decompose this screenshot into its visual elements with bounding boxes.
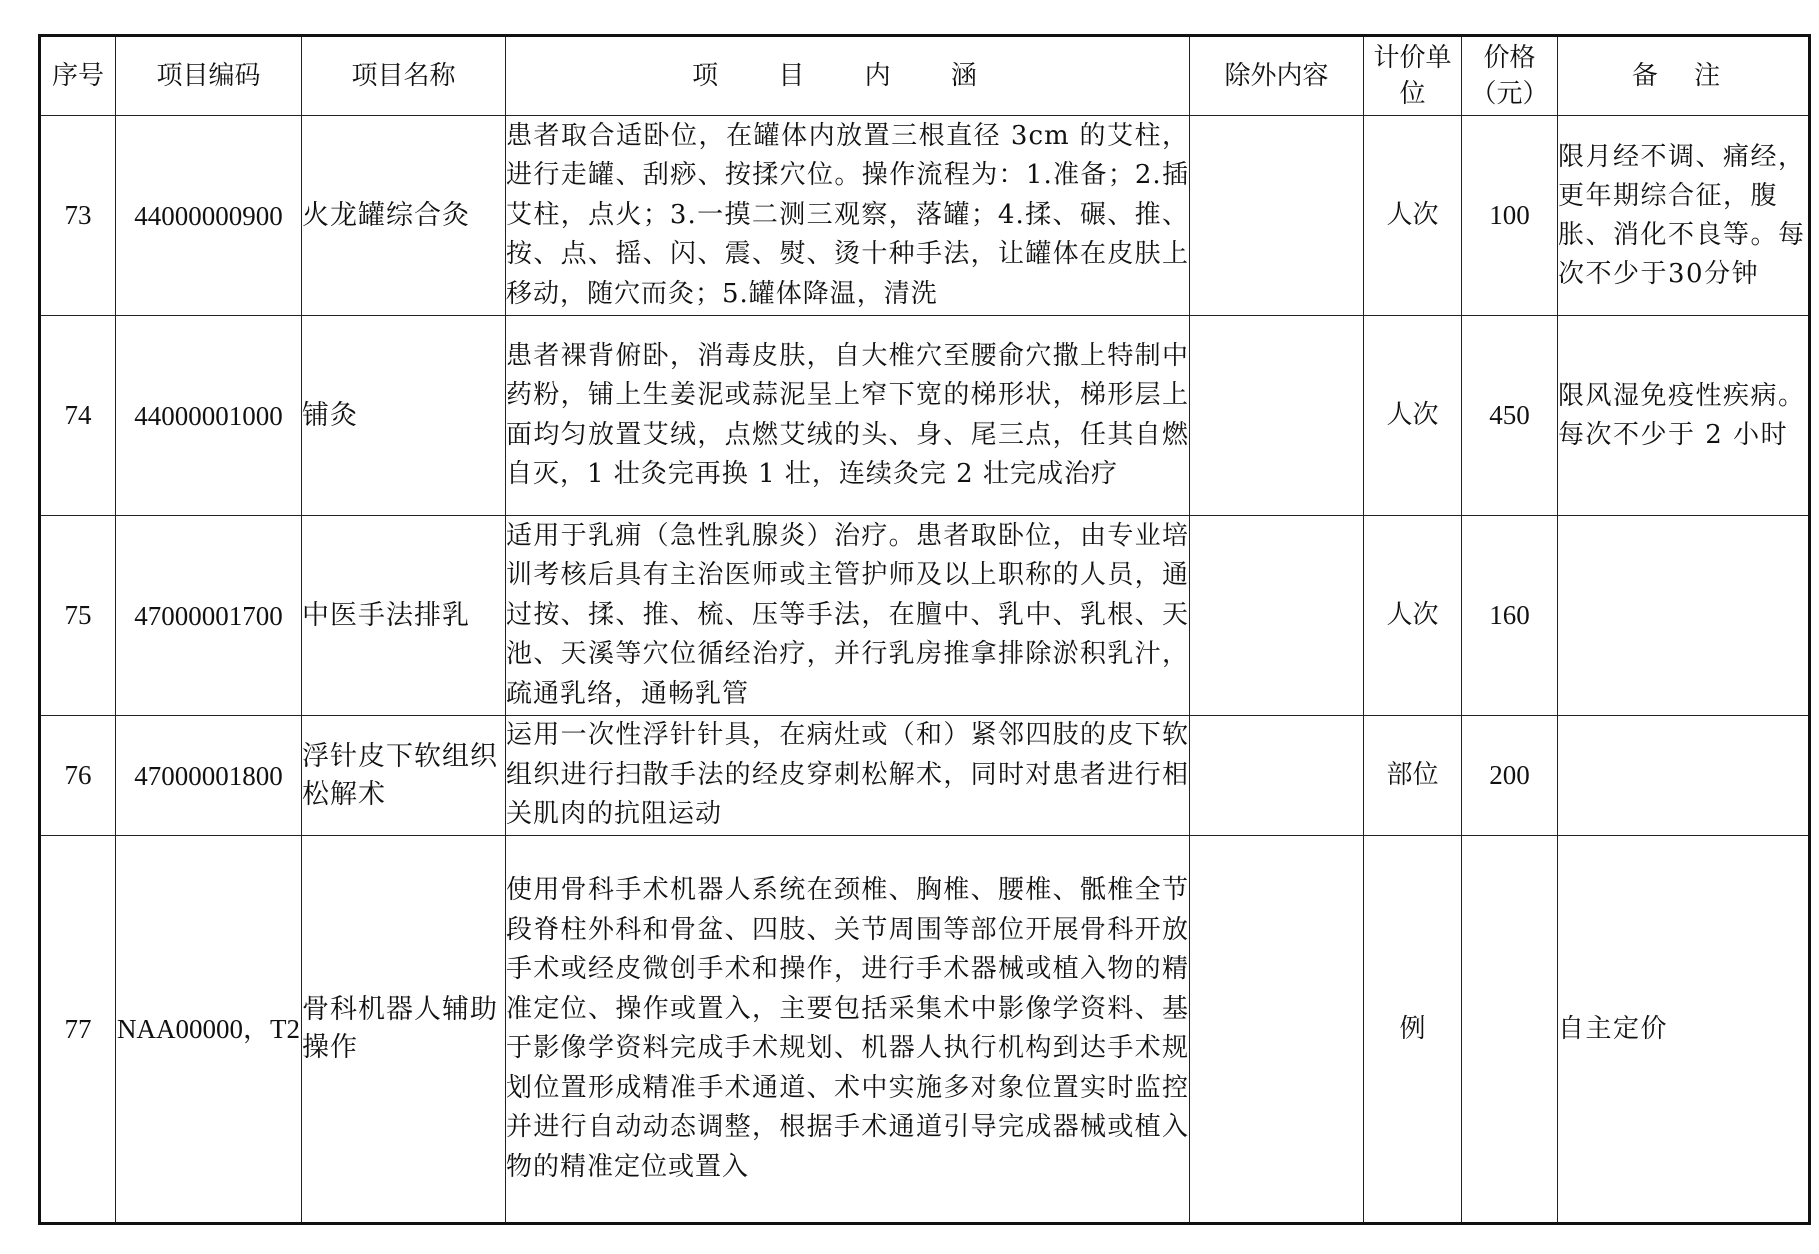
header-price: 价格（元） [1462,36,1558,116]
table-row [40,116,1810,316]
header-note: 备 注 [1558,36,1810,116]
header-exclusions: 除外内容 [1190,36,1364,116]
row-name: 火龙罐综合灸 [302,116,506,316]
row-name: 骨科机器人辅助操作 [302,836,506,1224]
row-content: 使用骨科手术机器人系统在颈椎、胸椎、腰椎、骶椎全节段脊柱外科和骨盆、四肢、关节周围等部位开展骨科开放手术或经皮微创手术和操作，进行手术器械或植入物的精准定位、操作或置入，主要包括采集术中影像学资料、基于影像学资料完成手术规划、机器人执行机构到达手术规划位置形成精准手术通道、术中实施多对象位置实时监控并进行自动动态调整，根据手术通道引导完成器械或植入物的精准定位或置入 [506,836,1190,1224]
row-content: 运用一次性浮针针具，在病灶或（和）紧邻四肢的皮下软组织进行扫散手法的经皮穿刺松解术，同时对患者进行相关肌肉的抗阻运动 [506,716,1190,836]
row-code: 47000001800 [116,716,302,836]
row-seq: 77 [40,836,116,1224]
table-row [40,716,1810,836]
price-table [38,34,1811,1225]
row-unit: 人次 [1364,316,1462,516]
header-code: 项目编码 [116,36,302,116]
row-code: 44000001000 [116,316,302,516]
row-seq: 76 [40,716,116,836]
row-price: 200 [1462,716,1558,836]
header-seq: 序号 [40,36,116,116]
row-note [1558,716,1810,836]
row-note: 限风湿免疫性疾病。每次不少于 2 小时 [1558,316,1810,516]
row-seq: 74 [40,316,116,516]
row-unit: 人次 [1364,516,1462,716]
row-exclusions [1190,716,1364,836]
row-code: 44000000900 [116,116,302,316]
table-row [40,516,1810,716]
row-content: 患者裸背俯卧，消毒皮肤，自大椎穴至腰俞穴撒上特制中药粉，铺上生姜泥或蒜泥呈上窄下宽的梯形状，梯形层上面均匀放置艾绒，点燃艾绒的头、身、尾三点，任其自燃自灭，1 壮灸完再换 1 壮，连续灸完 2 壮完成治疗 [506,316,1190,516]
row-price: 100 [1462,116,1558,316]
row-content: 适用于乳痈（急性乳腺炎）治疗。患者取卧位，由专业培训考核后具有主治医师或主管护师及以上职称的人员，通过按、揉、推、梳、压等手法，在膻中、乳中、乳根、天池、天溪等穴位循经治疗，并行乳房推拿排除淤积乳汁，疏通乳络，通畅乳管 [506,516,1190,716]
row-price [1462,836,1558,1224]
header-content: 项 目 内 涵 [506,36,1190,116]
row-name: 浮针皮下软组织松解术 [302,716,506,836]
header-row [40,36,1810,116]
row-seq: 75 [40,516,116,716]
row-note: 自主定价 [1558,836,1810,1224]
row-name: 铺灸 [302,316,506,516]
row-seq: 73 [40,116,116,316]
header-unit: 计价单位 [1364,36,1462,116]
row-exclusions [1190,516,1364,716]
row-unit: 人次 [1364,116,1462,316]
row-exclusions [1190,116,1364,316]
row-note: 限月经不调、痛经，更年期综合征，腹胀、消化不良等。每次不少于30分钟 [1558,116,1810,316]
table-row [40,316,1810,516]
row-name: 中医手法排乳 [302,516,506,716]
row-code: 47000001700 [116,516,302,716]
row-exclusions [1190,836,1364,1224]
row-price: 160 [1462,516,1558,716]
row-code: NAA00000，T2 [116,836,302,1224]
row-unit: 例 [1364,836,1462,1224]
row-price: 450 [1462,316,1558,516]
row-exclusions [1190,316,1364,516]
row-unit: 部位 [1364,716,1462,836]
table-row [40,836,1810,1224]
header-name: 项目名称 [302,36,506,116]
row-content: 患者取合适卧位，在罐体内放置三根直径 3cm 的艾柱，进行走罐、刮痧、按揉穴位。操作流程为：1.准备；2.插艾柱，点火；3.一摸二测三观察，落罐；4.揉、碾、推、按、点、摇、闪、震、熨、烫十种手法，让罐体在皮肤上移动，随穴而灸；5.罐体降温，清洗 [506,116,1190,316]
row-note [1558,516,1810,716]
